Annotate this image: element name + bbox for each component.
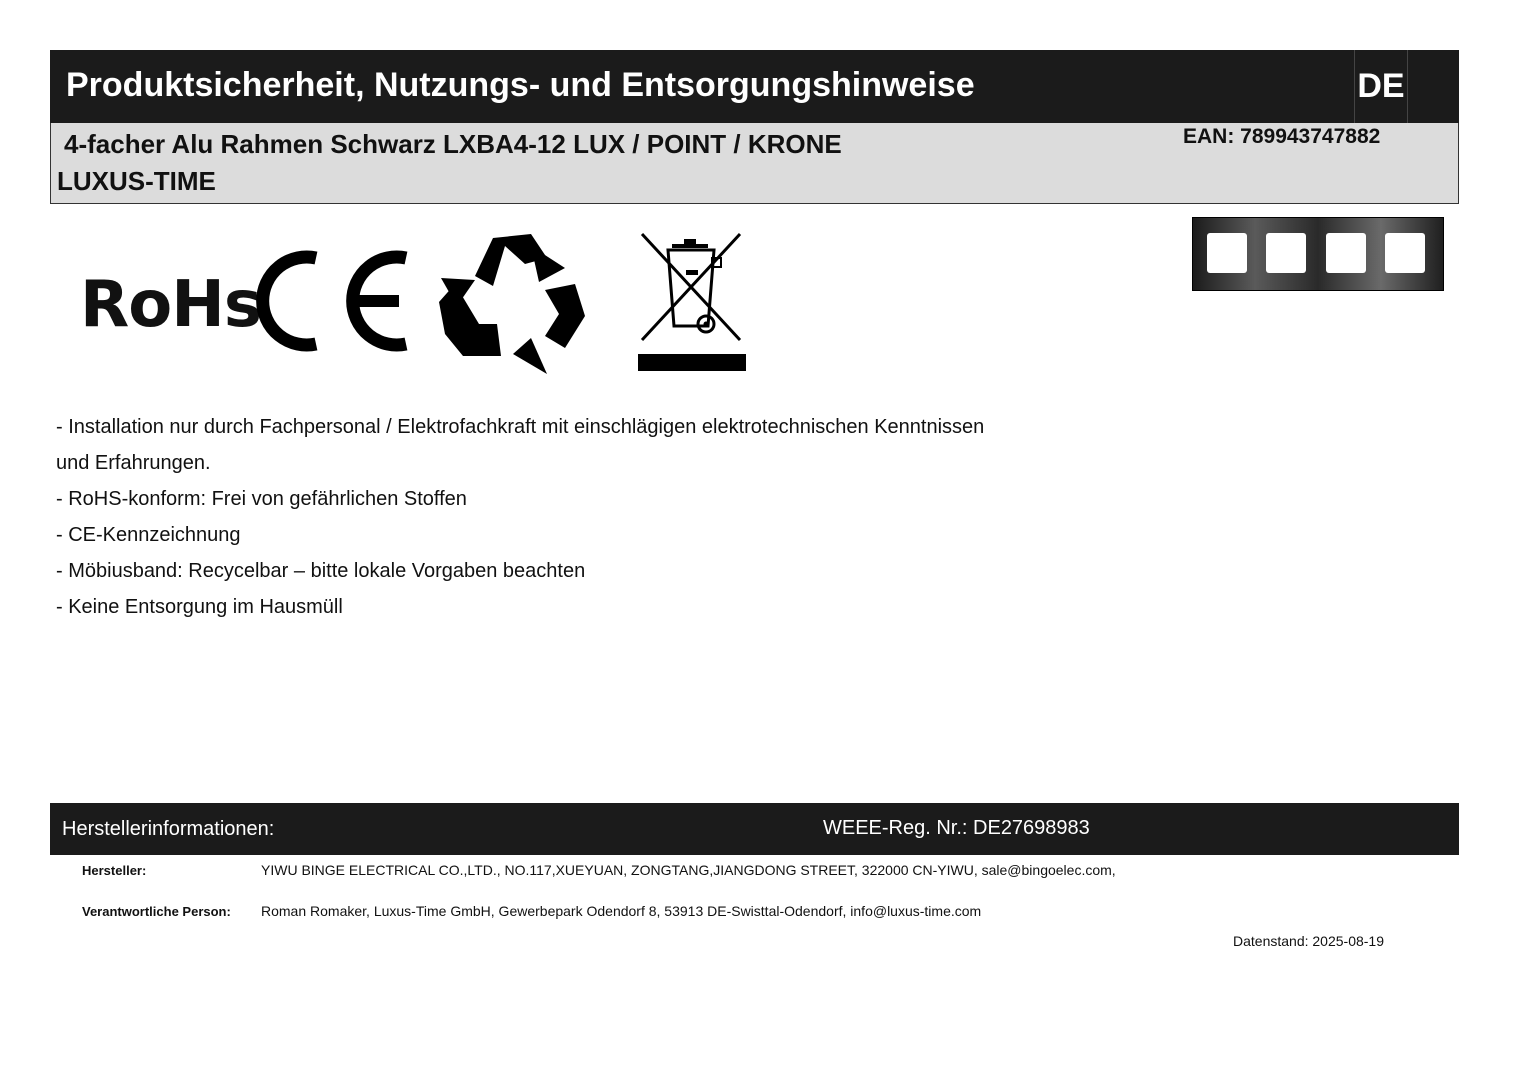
note-line: - Installation nur durch Fachpersonal / Elektrofachkraft mit einschlägigen elektrotechnischen Kenntnissen: [56, 416, 985, 438]
note-line: - Möbiusband: Recycelbar – bitte lokale Vorgaben beachten: [56, 560, 586, 582]
product-info-bar: [50, 123, 1459, 204]
language-code: DE: [1354, 50, 1408, 123]
note-line: - RoHS-konform: Frei von gefährlichen Stoffen: [56, 488, 467, 510]
weee-crossed-bin-icon: [636, 230, 748, 374]
note-line: und Erfahrungen.: [56, 452, 211, 474]
rohs-logo: RoHs: [80, 268, 261, 342]
note-line: - Keine Entsorgung im Hausmüll: [56, 596, 343, 618]
data-status-date: Datenstand: 2025-08-19: [1233, 933, 1384, 949]
weee-registration: WEEE-Reg. Nr.: DE27698983: [823, 817, 1090, 839]
manufacturer-section-title: Herstellerinformationen:: [62, 818, 275, 840]
note-line: - CE-Kennzeichnung: [56, 524, 241, 546]
document-header: [50, 50, 1459, 123]
ce-mark-icon: [256, 248, 408, 354]
hersteller-label: Hersteller:: [82, 863, 147, 878]
recycle-icon: [435, 228, 587, 374]
responsible-person-value: Roman Romaker, Luxus-Time GmbH, Gewerbepark Odendorf 8, 53913 DE-Swisttal-Odendorf, info@luxus-time.com: [261, 903, 982, 919]
product-name: 4-facher Alu Rahmen Schwarz LXBA4-12 LUX / POINT / KRONE: [64, 129, 842, 159]
ean-code: EAN: 789943747882: [1183, 125, 1381, 148]
product-image-frame: [1192, 217, 1444, 291]
hersteller-value: YIWU BINGE ELECTRICAL CO.,LTD., NO.117,XUEYUAN, ZONGTANG,JIANGDONG STREET, 322000 CN-YIWU, sale@bingoelec.com,: [261, 862, 1116, 878]
responsible-person-label: Verantwortliche Person:: [82, 904, 231, 919]
manufacturer-header: [50, 803, 1459, 855]
document-title: Produktsicherheit, Nutzungs- und Entsorgungshinweise: [66, 66, 975, 104]
brand-name: LUXUS-TIME: [57, 166, 216, 196]
safety-notes: [56, 409, 984, 625]
